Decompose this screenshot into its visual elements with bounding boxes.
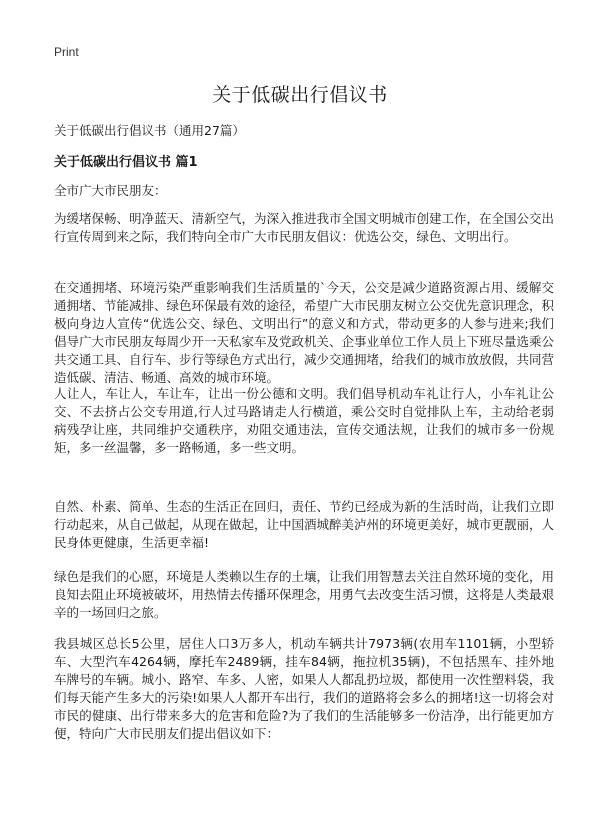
chapter-heading: 关于低碳出行倡议书 篇1 bbox=[54, 155, 198, 170]
paragraph-3: 人让人，车让人，车让车，让出一份公德和文明。我们倡导机动车礼让行人，小车礼让公交、不去挤占公交专用道,行人过马路请走人行横道，乘公交时自觉排队上车，主动给老弱病残孕让座，共同维护交通秩序，劝阻交通违法，宣传交通法规，让我们的城市多一份规矩，多一丝温馨，多一路畅通，多一些文明。 bbox=[54, 386, 554, 455]
paragraph-1: 为缓堵保畅、明净蓝天、清新空气，为深入推进我市全国文明城市创建工作，在全国公交出行宣传周到来之际，我们特向全市广大市民朋友倡议：优选公交，绿色、文明出行。 bbox=[54, 211, 555, 244]
paragraph-6: 我县城区总长5公里，居住人口3万多人，机动车辆共计7973辆(农用车1101辆，小型轿车、大型汽车4264辆，摩托车2489辆，挂车84辆，拖拉机35辆)，不包括黑车、挂外地车牌号的车辆。城小、路窄、车多、人密，如果人人都乱扔垃圾，都使用一次性塑料袋，我们每天能产生多大的污染!如果人人都开车出行，我们的道路将会多么的拥堵!这一切将会对市民的健康、出行带来多大的危害和危险?为了我们的生活能够多一份洁净，出行能更加方便，特向广大市民朋友们提出倡议如下： bbox=[54, 636, 555, 741]
print-link[interactable]: Print bbox=[54, 45, 79, 59]
document-title: 关于低碳出行倡议书 bbox=[212, 84, 388, 106]
document-subtitle: 关于低碳出行倡议书（通用27篇） bbox=[54, 123, 245, 138]
salutation: 全市广大市民朋友： bbox=[54, 183, 167, 198]
paragraph-2: 在交通拥堵、环境污染严重影响我们生活质量的`今天，公交是减少道路资源占用、缓解交通拥堵、节能减排、绿色环保最有效的途径，希望广大市民朋友树立公交优先意识理念，积极向身边人宣传“优选公交、绿色、文明出行”的意义和方式，带动更多的人参与进来;我们倡导广大市民朋友每周少开一天私家车及党政机关、企事业单位工作人员上下班尽量选乘公共交通工具、自行车、步行等绿色方式出行，减少交通拥堵，给我们的城市放放假，共同营造低碳、清洁、畅通、高效的城市环境。 bbox=[54, 280, 555, 385]
paragraph-4: 自然、朴素、简单、生态的生活正在回归，责任、节约已经成为新的生活时尚，让我们立即行动起来，从自己做起，从现在做起，让中国酒城醉美泸州的环境更美好，城市更靓丽，人民身体更健康，生活更幸福! bbox=[54, 499, 555, 550]
paragraph-5: 绿色是我们的心愿，环境是人类赖以生存的土壤，让我们用智慧去关注自然环境的变化，用良知去阻止环境被破坏，用热情去传播环保理念，用勇气去改变生活习惯，这将是人类最艰辛的一场回归之旅。 bbox=[54, 569, 555, 620]
